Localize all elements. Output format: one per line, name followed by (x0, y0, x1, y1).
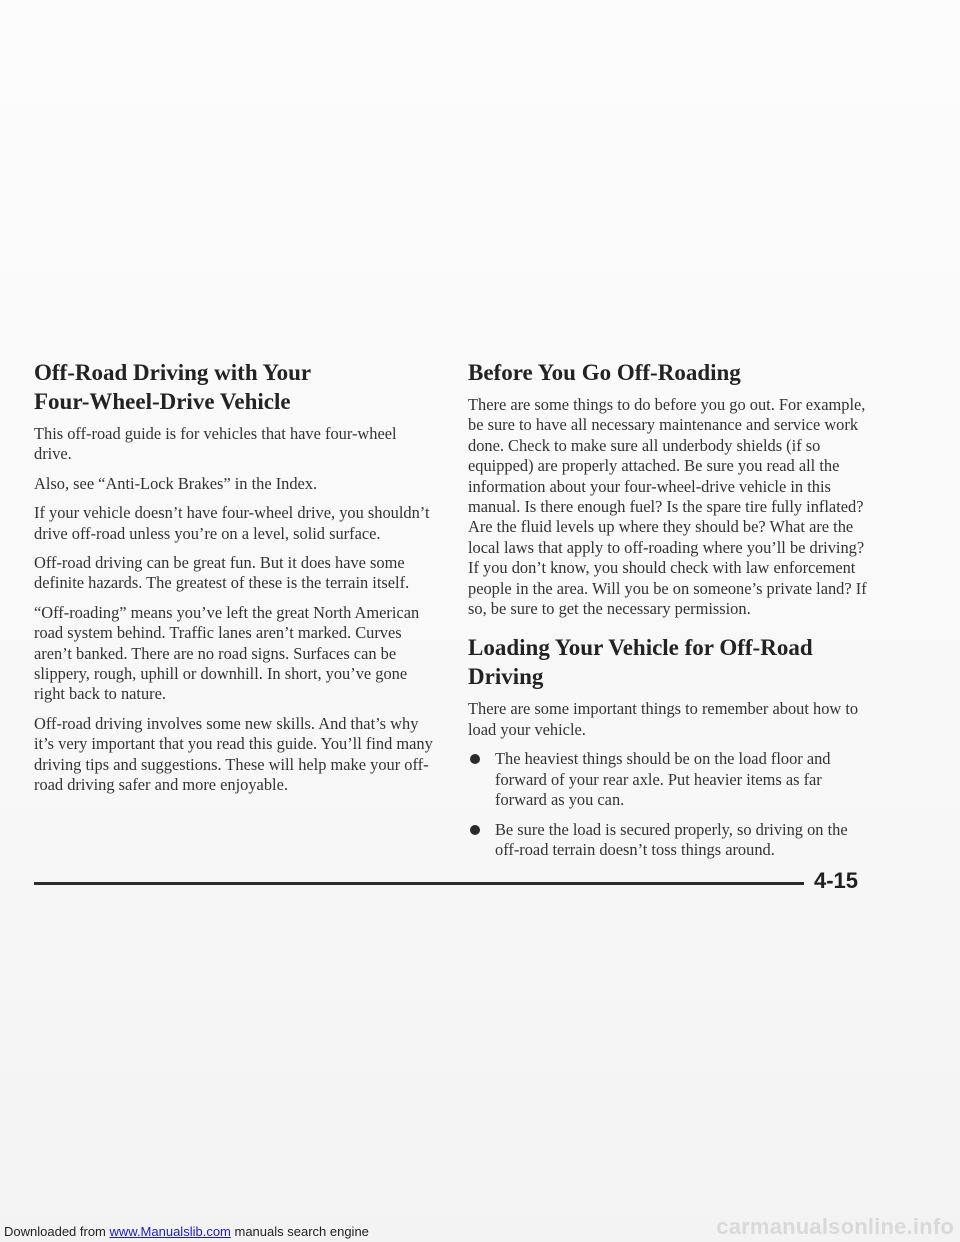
bullet-icon (470, 754, 480, 764)
footer-rule (34, 882, 804, 885)
manualslib-link[interactable]: www.Manualslib.com (109, 1224, 231, 1239)
left-column (34, 358, 434, 805)
loading-tips-list (468, 749, 868, 860)
paragraph: There are some important things to remember about how to load your vehicle. (468, 699, 859, 739)
list-item-text: Be sure the load is secured properly, so driving on the off-road terrain doesn’t toss things around. (495, 819, 848, 859)
paragraph: Off-road driving can be great fun. But it does have some definite hazards. The greatest of these is the terrain itself. (34, 553, 410, 593)
paragraph: If your vehicle doesn’t have four-wheel drive, you shouldn’t drive off-road unless you’re on a level, solid surface. (34, 503, 430, 543)
heading-line-2: Four-Wheel-Drive Vehicle (34, 389, 291, 414)
paragraph: There are some things to do before you go out. For example, be sure to have all necessary maintenance and service work done. Check to make sure all underbody shields (if so equipped) are properly attached. Be sure you read all the information about your four-wheel-drive vehicle in this manual. Is there enough fuel? Is the spare tire fully inflated? Are the fluid levels up where they should be? What are the local laws that apply to off-roading where you’ll be driving? If you don’t know, you should check with law enforcement people in the area. Will you be on someone’s private land? If so, be sure to get the necessary permission. (468, 395, 867, 619)
bullet-icon (470, 825, 480, 835)
right-column (468, 358, 868, 869)
list-item (468, 820, 868, 861)
paragraph: This off-road guide is for vehicles that have four-wheel drive. (34, 424, 397, 464)
download-footer (4, 1224, 369, 1239)
watermark: carmanualsonline.info (716, 1214, 954, 1239)
section-heading-loading-vehicle: Loading Your Vehicle for Off-Road Driving (468, 635, 813, 690)
footer-prefix: Downloaded from (4, 1224, 110, 1239)
list-item-text: The heaviest things should be on the load floor and forward of your rear axle. Put heavier items as far forward as you can. (495, 749, 831, 810)
footer-suffix: manuals search engine (230, 1224, 369, 1239)
paragraph: Off-road driving involves some new skills. And that’s why it’s very important that you read this guide. You’ll find many driving tips and suggestions. These will help make your off-road driving safer and more enjoyable. (34, 713, 433, 795)
list-item (468, 749, 868, 810)
section-heading-off-road-driving (34, 358, 434, 416)
paragraph: “Off-roading” means you’ve left the great North American road system behind. Traffic lanes aren’t marked. Curves aren’t banked. There are no road signs. Surfaces can be slippery, rough, uphill or downhill. In short, you’ve gone right back to nature. (34, 602, 420, 704)
paragraph: Also, see “Anti-Lock Brakes” in the Index. (34, 473, 318, 493)
heading-line-1: Off-Road Driving with Your (34, 360, 312, 385)
section-heading-before-off-roading: Before You Go Off-Roading (468, 360, 741, 385)
page-number: 4-15 (814, 868, 859, 893)
